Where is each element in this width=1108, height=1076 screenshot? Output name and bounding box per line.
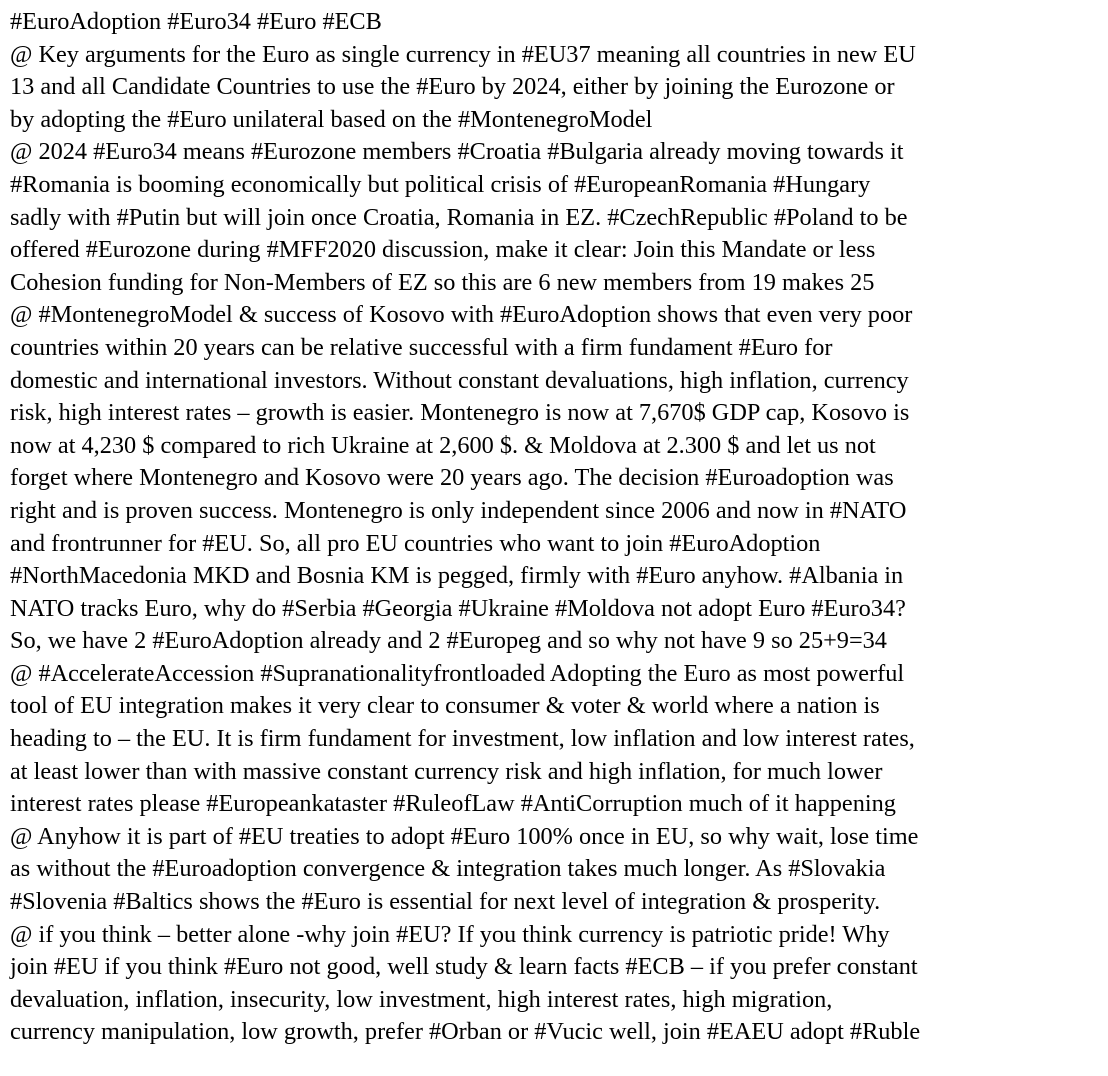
text-line: as without the #Euroadoption convergence & integration takes much longer. As #Slovakia [10, 855, 886, 883]
text-line: currency manipulation, low growth, prefer #Orban or #Vucic well, join #EAEU adopt #Ruble [10, 1018, 921, 1046]
text-line: #Romania is booming economically but political crisis of #EuropeanRomania #Hungary [10, 170, 871, 198]
text-line: tool of EU integration makes it very clear to consumer & voter & world where a nation is [10, 692, 880, 720]
text-line: offered #Eurozone during #MFF2020 discussion, make it clear: Join this Mandate or less [10, 236, 876, 264]
text-line: and frontrunner for #EU. So, all pro EU countries who want to join #EuroAdoption [10, 529, 821, 557]
text-line: interest rates please #Europeankataster #RuleofLaw #AntiCorruption much of it happening [10, 790, 896, 818]
text-line: #Slovenia #Baltics shows the #Euro is essential for next level of integration & prosperity. [10, 888, 881, 916]
text-line: #EuroAdoption #Euro34 #Euro #ECB [10, 8, 382, 35]
text-line: @ #AccelerateAccession #Supranationalityfrontloaded Adopting the Euro as most powerful [10, 659, 905, 687]
text-line: at least lower than with massive constant currency risk and high inflation, for much lower [10, 757, 883, 785]
text-line: now at 4,230 $ compared to rich Ukraine at 2,600 $. & Moldova at 2.300 $ and let us not [10, 431, 876, 459]
text-line: join #EU if you think #Euro not good, well study & learn facts #ECB – if you prefer constant [10, 953, 918, 981]
text-line: @ Anyhow it is part of #EU treaties to adopt #Euro 100% once in EU, so why wait, lose time [10, 822, 919, 850]
text-line: @ #MontenegroModel & success of Kosovo with #EuroAdoption shows that even very poor [10, 301, 913, 329]
text-line: sadly with #Putin but will join once Croatia, Romania in EZ. #CzechRepublic #Poland to be [10, 203, 908, 231]
text-line: #NorthMacedonia MKD and Bosnia KM is pegged, firmly with #Euro anyhow. #Albania in [10, 562, 904, 590]
text-line: right and is proven success. Montenegro is only independent since 2006 and now in #NATO [10, 496, 907, 524]
text-line: 13 and all Candidate Countries to use the #Euro by 2024, either by joining the Eurozone or [10, 73, 895, 101]
text-line: domestic and international investors. Without constant devaluations, high inflation, currency [10, 366, 909, 394]
text-line: NATO tracks Euro, why do #Serbia #Georgia #Ukraine #Moldova not adopt Euro #Euro34? [10, 594, 906, 622]
text-line: @ Key arguments for the Euro as single currency in #EU37 meaning all countries in new EU [10, 40, 916, 68]
document-body [10, 6, 1100, 1049]
text-line: So, we have 2 #EuroAdoption already and 2 #Europeg and so why not have 9 so 25+9=34 [10, 627, 887, 655]
text-line: @ 2024 #Euro34 means #Eurozone members #Croatia #Bulgaria already moving towards it [10, 138, 904, 166]
text-line: risk, high interest rates – growth is easier. Montenegro is now at 7,670$ GDP cap, Kosovo is [10, 399, 910, 427]
text-line: forget where Montenegro and Kosovo were 20 years ago. The decision #Euroadoption was [10, 464, 894, 492]
text-line: countries within 20 years can be relative successful with a firm fundament #Euro for [10, 333, 833, 361]
text-line: @ if you think – better alone -why join #EU? If you think currency is patriotic pride! Why [10, 920, 890, 948]
text-line: Cohesion funding for Non-Members of EZ so this are 6 new members from 19 makes 25 [10, 268, 875, 296]
text-line: heading to – the EU. It is firm fundament for investment, low inflation and low interest rates, [10, 725, 915, 753]
text-line: devaluation, inflation, insecurity, low investment, high interest rates, high migration, [10, 985, 833, 1013]
text-line: by adopting the #Euro unilateral based on the #MontenegroModel [10, 105, 653, 133]
